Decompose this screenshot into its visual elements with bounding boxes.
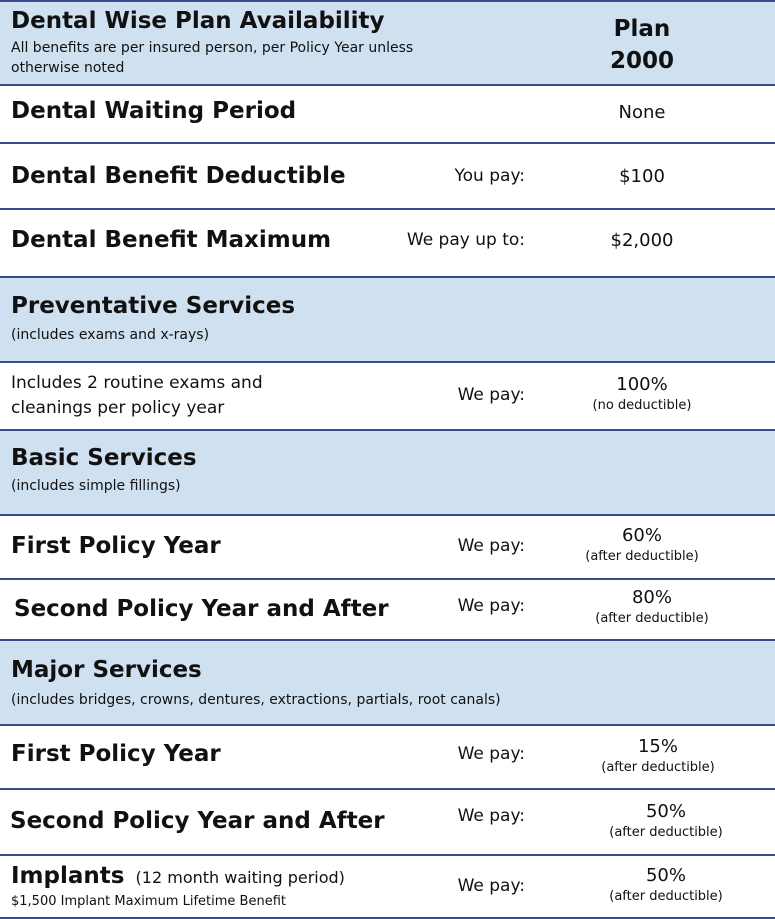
- preventative-value-cell: [510, 374, 774, 413]
- preventative-detail-line2: cleanings per policy year: [11, 398, 225, 418]
- preventative-subtitle: (includes exams and x-rays): [11, 327, 210, 343]
- major-second-year-value: 50%: [645, 801, 686, 822]
- maximum-value-cell: [510, 230, 774, 251]
- maximum-row: [0, 210, 775, 278]
- major-second-year-pay-label: We pay:: [457, 806, 525, 826]
- major-first-year-note: (after deductible): [601, 760, 715, 775]
- basic-second-year-note: (after deductible): [595, 611, 709, 626]
- plan-number: 2000: [609, 48, 674, 74]
- major-first-year-pay-label: We pay:: [457, 744, 525, 764]
- deductible-value-cell: [510, 166, 774, 187]
- basic-second-year-value-cell: [520, 587, 775, 626]
- preventative-value: 100%: [616, 374, 668, 395]
- preventative-title: Preventative Services: [11, 293, 296, 319]
- implants-heading: [11, 863, 345, 890]
- major-second-year-note: (after deductible): [609, 825, 723, 840]
- maximum-pay-label: We pay up to:: [406, 230, 525, 250]
- waiting-period-label: Dental Waiting Period: [11, 98, 297, 124]
- maximum-label: Dental Benefit Maximum: [11, 227, 332, 253]
- waiting-period-value-cell: [510, 102, 774, 123]
- deductible-value: $100: [619, 166, 665, 187]
- basic-second-year-row: [0, 580, 775, 641]
- major-header-row: [0, 641, 775, 726]
- basic-first-year-note: (after deductible): [585, 549, 699, 564]
- waiting-period-value: None: [618, 102, 666, 123]
- basic-title: Basic Services: [11, 445, 197, 471]
- basic-second-year-label: Second Policy Year and After: [14, 596, 389, 622]
- major-second-year-value-cell: [534, 801, 775, 840]
- basic-second-year-pay-label: We pay:: [457, 596, 525, 616]
- implants-row: [0, 856, 775, 919]
- major-second-year-label: Second Policy Year and After: [10, 808, 385, 834]
- major-subtitle: (includes bridges, crowns, dentures, extractions, partials, root canals): [11, 692, 501, 708]
- preventative-detail-line1: Includes 2 routine exams and: [11, 373, 263, 393]
- implants-value-cell: [534, 865, 775, 904]
- page-title: Dental Wise Plan Availability: [11, 8, 385, 34]
- implants-lifetime-note: $1,500 Implant Maximum Lifetime Benefit: [11, 894, 286, 909]
- basic-first-year-pay-label: We pay:: [457, 536, 525, 556]
- major-title: Major Services: [11, 657, 202, 683]
- major-first-year-row: [0, 726, 775, 790]
- basic-first-year-value: 60%: [621, 525, 662, 546]
- preventative-pay-label: We pay:: [457, 385, 525, 405]
- plan-header: [560, 13, 724, 77]
- basic-first-year-value-cell: [510, 525, 774, 564]
- major-first-year-value: 15%: [637, 736, 678, 757]
- deductible-label: Dental Benefit Deductible: [11, 163, 346, 189]
- implants-note: (after deductible): [609, 889, 723, 904]
- maximum-value: $2,000: [610, 230, 674, 251]
- basic-header-row: [0, 431, 775, 516]
- basic-subtitle: (includes simple fillings): [11, 478, 181, 494]
- implants-value: 50%: [645, 865, 686, 886]
- plan-label: Plan: [613, 16, 671, 42]
- preventative-detail-row: [0, 363, 775, 431]
- waiting-period-row: [0, 86, 775, 144]
- major-first-year-value-cell: [526, 736, 775, 775]
- basic-second-year-value: 80%: [631, 587, 672, 608]
- preventative-note: (no deductible): [592, 398, 692, 413]
- basic-first-year-row: [0, 516, 775, 580]
- preventative-header-row: [0, 278, 775, 363]
- major-second-year-row: [0, 790, 775, 856]
- basic-first-year-label: First Policy Year: [11, 533, 221, 559]
- header-subtitle-line2: otherwise noted: [11, 60, 125, 76]
- implants-waiting-note: (12 month waiting period): [135, 868, 345, 887]
- header-subtitle-line1: All benefits are per insured person, per Policy Year unless: [11, 40, 414, 56]
- deductible-pay-label: You pay:: [454, 166, 525, 186]
- major-first-year-label: First Policy Year: [11, 741, 221, 767]
- deductible-row: [0, 144, 775, 210]
- implants-pay-label: We pay:: [457, 876, 525, 896]
- implants-label: Implants: [11, 863, 125, 889]
- header-row: [0, 0, 775, 86]
